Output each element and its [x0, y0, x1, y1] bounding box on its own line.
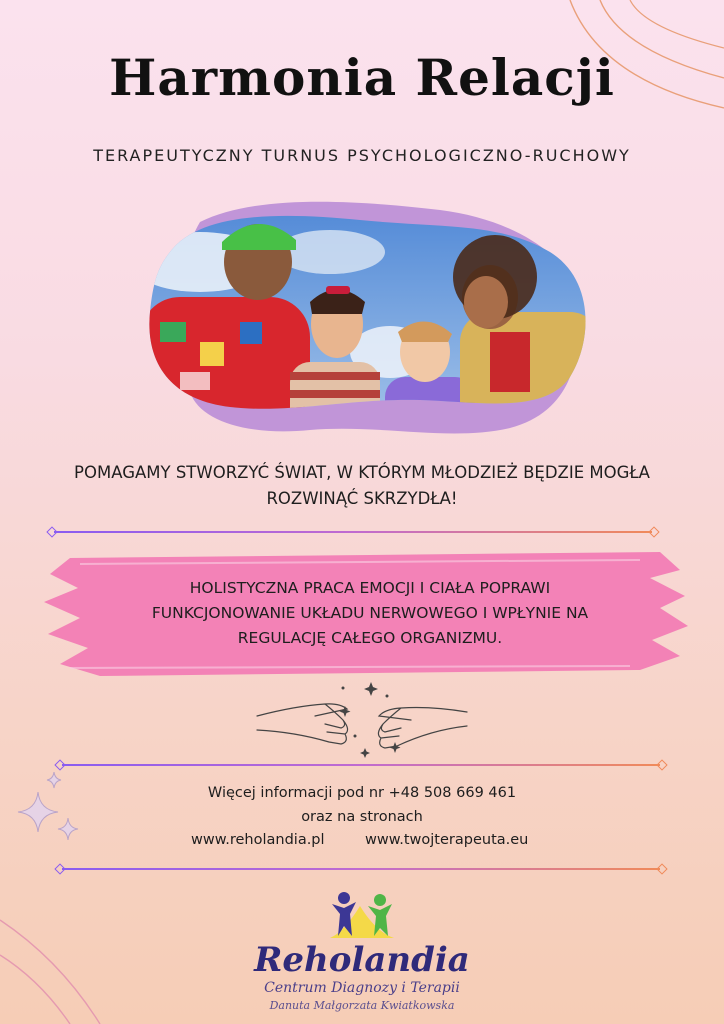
group-of-teens-photo — [140, 192, 600, 442]
tagline-line-2: ROZWINĄĆ SKRZYDŁA! — [266, 489, 458, 508]
reholandia-people-logo — [310, 886, 414, 946]
page-subtitle: TERAPEUTYCZNY TURNUS PSYCHOLOGICZNO-RUCHOWY — [93, 146, 631, 165]
hero-photo — [140, 192, 600, 442]
reaching-hands-icon — [255, 676, 469, 760]
divider-3 — [56, 868, 666, 870]
brand-name: Reholandia — [254, 940, 470, 980]
tagline-line-1: POMAGAMY STWORZYĆ ŚWIAT, W KTÓRYM MŁODZIEŻ BĘDZIE MOGŁA — [74, 463, 650, 482]
divider-2 — [56, 764, 666, 766]
tagline — [50, 460, 674, 512]
contact-sites-intro: oraz na stronach — [301, 809, 423, 825]
page-title: Harmonia Relacji — [109, 48, 615, 107]
brand-subtitle: Centrum Diagnozy i Terapii — [264, 980, 460, 996]
holistic-line-1: HOLISTYCZNA PRACA EMOCJI I CIAŁA POPRAWI — [189, 579, 551, 597]
brand-owner: Danuta Małgorzata Kwiatkowska — [269, 999, 455, 1012]
contact-phone: Więcej informacji pod nr +48 508 669 461 — [207, 785, 517, 801]
site-link-twojterapeuta[interactable]: www.twojterapeuta.eu — [365, 832, 529, 848]
holistic-text — [90, 576, 650, 651]
holistic-line-3: REGULACJĘ CAŁEGO ORGANIZMU. — [237, 629, 503, 647]
divider-1 — [48, 531, 658, 533]
site-link-reholandia[interactable]: www.reholandia.pl — [191, 832, 325, 848]
holistic-line-2: FUNKCJONOWANIE UKŁADU NERWOWEGO I WPŁYNIE NA — [151, 604, 589, 622]
